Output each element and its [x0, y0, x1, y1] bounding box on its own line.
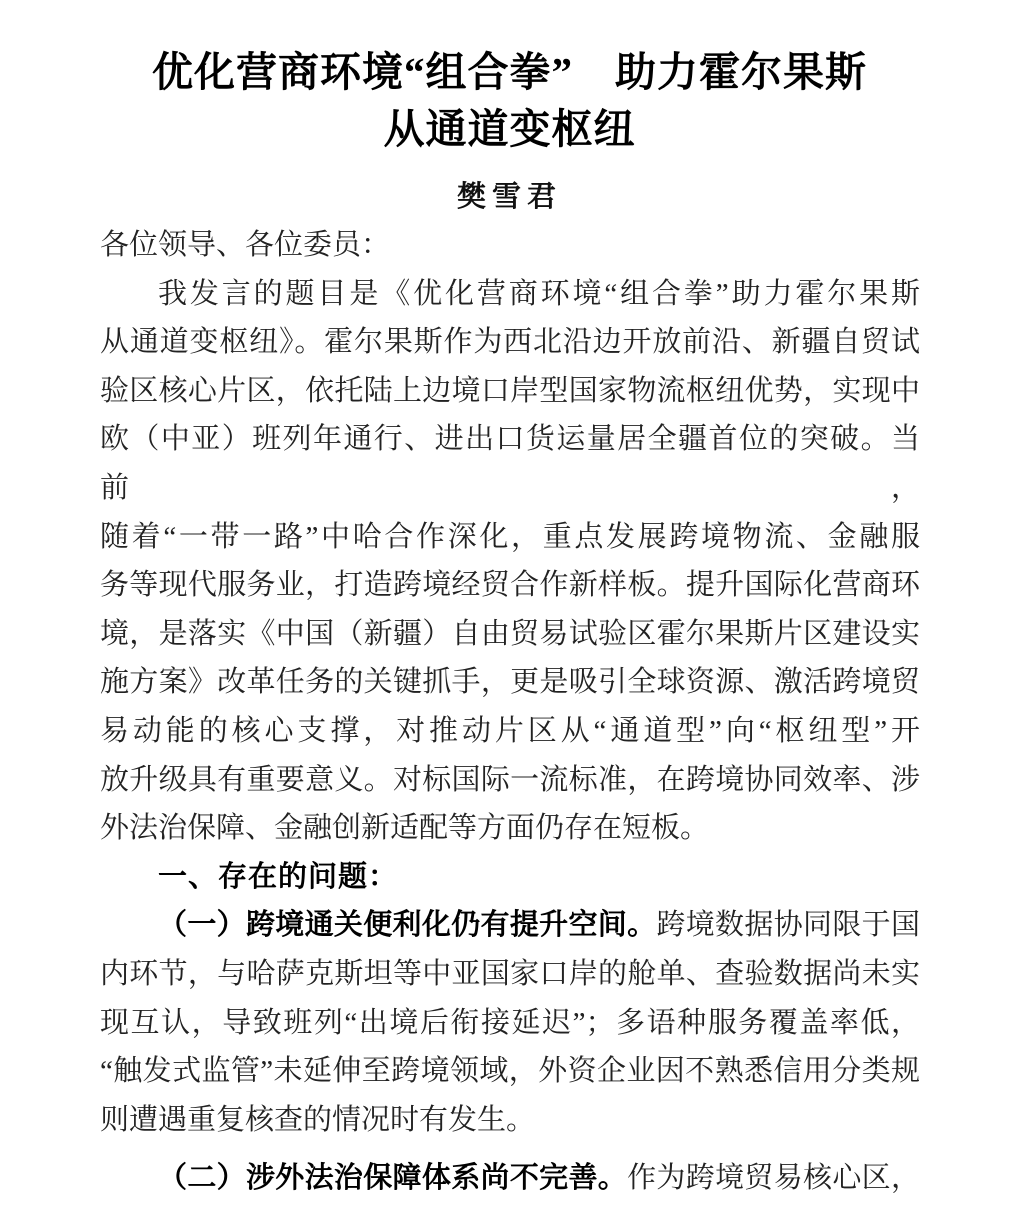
title-line-2: 从通道变枢纽: [383, 106, 636, 152]
text-line: 从通道变枢纽》。霍尔果斯作为西北沿边开放前沿、新疆自贸试: [100, 326, 920, 359]
document-author: 樊雪君: [456, 181, 562, 213]
text-line: 易动能的核心支撑，对推动片区从“通道型”向“枢纽型”开: [100, 714, 920, 747]
text-line: [100, 901, 920, 950]
title-line-1: 优化营商环境“组合拳” 助力霍尔果斯: [152, 49, 867, 95]
text-line: 境，是落实《中国（新疆）自由贸易试验区霍尔果斯片区建设实: [100, 617, 920, 650]
bold-lead: （二）涉外法治保障体系尚不完善。: [158, 1162, 628, 1195]
document-title: [0, 0, 1019, 158]
text-line: 我发言的题目是《优化营商环境“组合拳”助力霍尔果斯: [158, 277, 920, 310]
text-line: 外法治保障、金融创新适配等方面仍存在短板。: [100, 812, 710, 845]
line-text: 作为跨境贸易核心区，: [627, 1162, 920, 1195]
text-line: 现互认，导致班列“出境后衔接延迟”；多语种服务覆盖率低，: [100, 1006, 920, 1039]
text-line: 内环节，与哈萨克斯坦等中亚国家口岸的舱单、查验数据尚未实: [100, 957, 920, 990]
text-line: 随着“一带一路”中哈合作深化，重点发展跨境物流、金融服: [100, 520, 920, 553]
text-line: 各位领导、各位委员：: [100, 229, 391, 261]
text-line: [100, 1154, 920, 1203]
document-body: [100, 221, 920, 1203]
section-heading: 一、存在的问题：: [158, 860, 399, 893]
text-line: “触发式监管”未延伸至跨境领域，外资企业因不熟悉信用分类规: [100, 1055, 920, 1088]
text-line: 放升级具有重要意义。对标国际一流标准，在跨境协同效率、涉: [100, 763, 920, 796]
bold-lead: （一）跨境通关便利化仍有提升空间。: [158, 909, 657, 942]
text-line: 务等现代服务业，打造跨境经贸合作新样板。提升国际化营商环: [100, 569, 920, 602]
text-line: 施方案》改革任务的关键抓手，更是吸引全球资源、激活跨境贸: [100, 666, 920, 699]
text-line: 验区核心片区，依托陆上边境口岸型国家物流枢纽优势，实现中: [100, 374, 920, 407]
text-line: 则遭遇重复核查的情况时有发生。: [100, 1103, 536, 1136]
line-text: 跨境数据协同限于国: [656, 909, 920, 942]
text-line: 欧（中亚）班列年通行、进出口货运量居全疆首位的突破。当前，: [100, 423, 920, 504]
